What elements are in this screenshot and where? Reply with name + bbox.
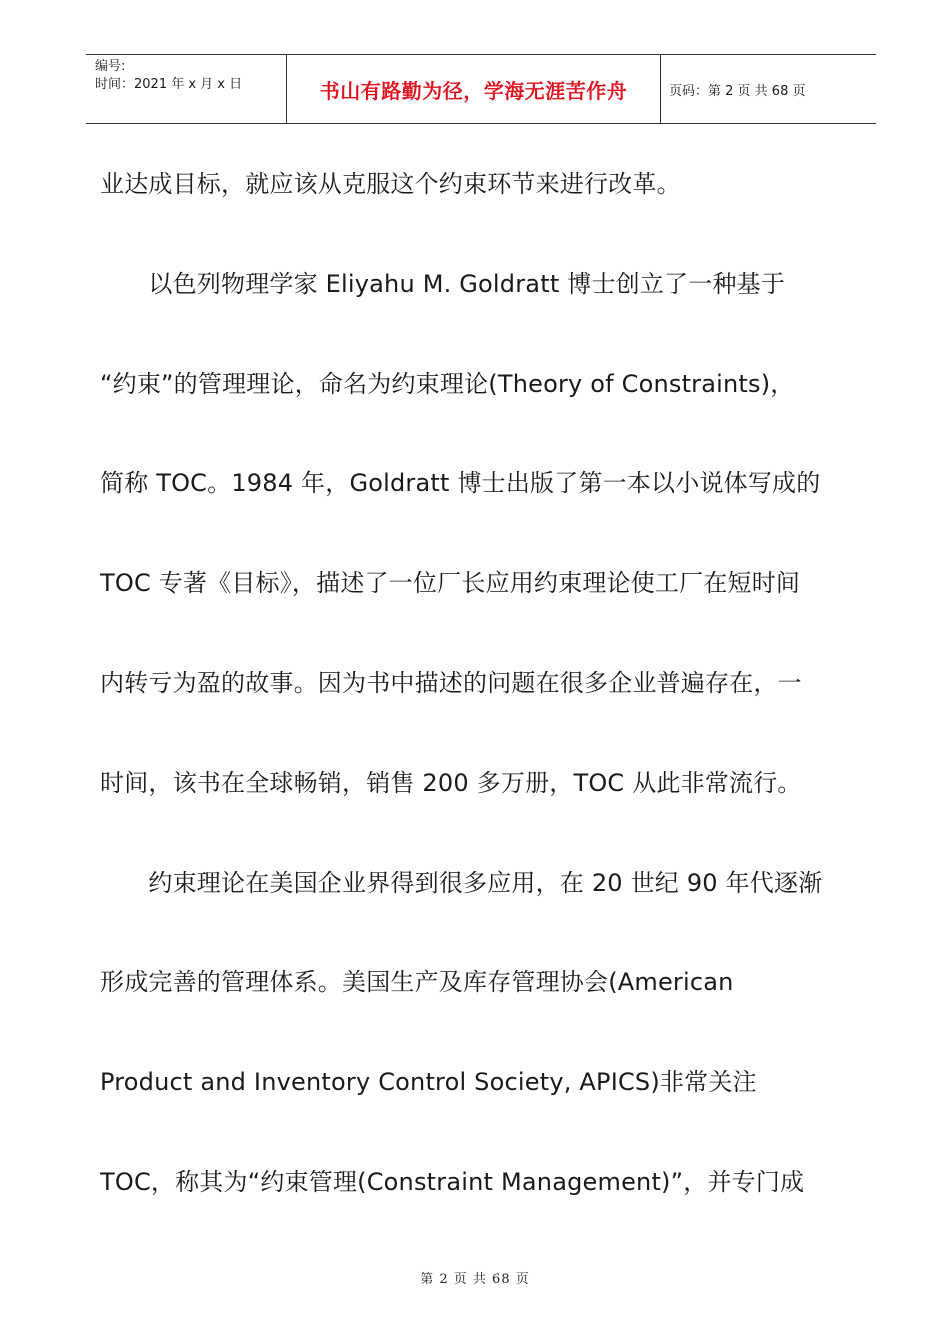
body-line: Product and Inventory Control Society, APICS)非常关注 bbox=[100, 1068, 757, 1097]
body-line: 时间，该书在全球畅销，销售 200 多万册，TOC 从此非常流行。 bbox=[100, 768, 802, 797]
header-motto: 书山有路勤为径，学海无涯苦作舟 bbox=[287, 55, 661, 123]
body-line: 内转亏为盈的故事。因为书中描述的问题在很多企业普遍存在，一 bbox=[100, 668, 802, 697]
document-body bbox=[100, 160, 860, 1258]
doc-time-label: 时间：2021 年 x 月 x 日 bbox=[95, 77, 243, 92]
body-line: 以色列物理学家 Eliyahu M. Goldratt 博士创立了一种基于 bbox=[100, 269, 786, 298]
body-line: 约束理论在美国企业界得到很多应用，在 20 世纪 90 年代逐渐 bbox=[100, 868, 823, 897]
body-line: 简称 TOC。1984 年，Goldratt 博士出版了第一本以小说体写成的 bbox=[100, 469, 821, 498]
header-meta bbox=[86, 55, 287, 123]
body-line: 业达成目标，就应该从克服这个约束环节来进行改革。 bbox=[100, 170, 681, 198]
body-line: TOC，称其为“约束管理(Constraint Management)”，并专门成 bbox=[100, 1167, 805, 1196]
page-footer: 第 2 页 共 68 页 bbox=[420, 1272, 530, 1287]
body-line: “约束”的管理理论，命名为约束理论(Theory of Constraints)， bbox=[100, 369, 795, 398]
body-line: TOC 专著《目标》，描述了一位厂长应用约束理论使工厂在短时间 bbox=[100, 569, 801, 598]
doc-number-label: 编号: bbox=[95, 59, 126, 74]
page-header bbox=[86, 54, 876, 124]
body-line: 形成完善的管理体系。美国生产及库存管理协会(American bbox=[100, 968, 734, 997]
header-page-info: 页码：第 2 页 共 68 页 bbox=[669, 83, 806, 99]
